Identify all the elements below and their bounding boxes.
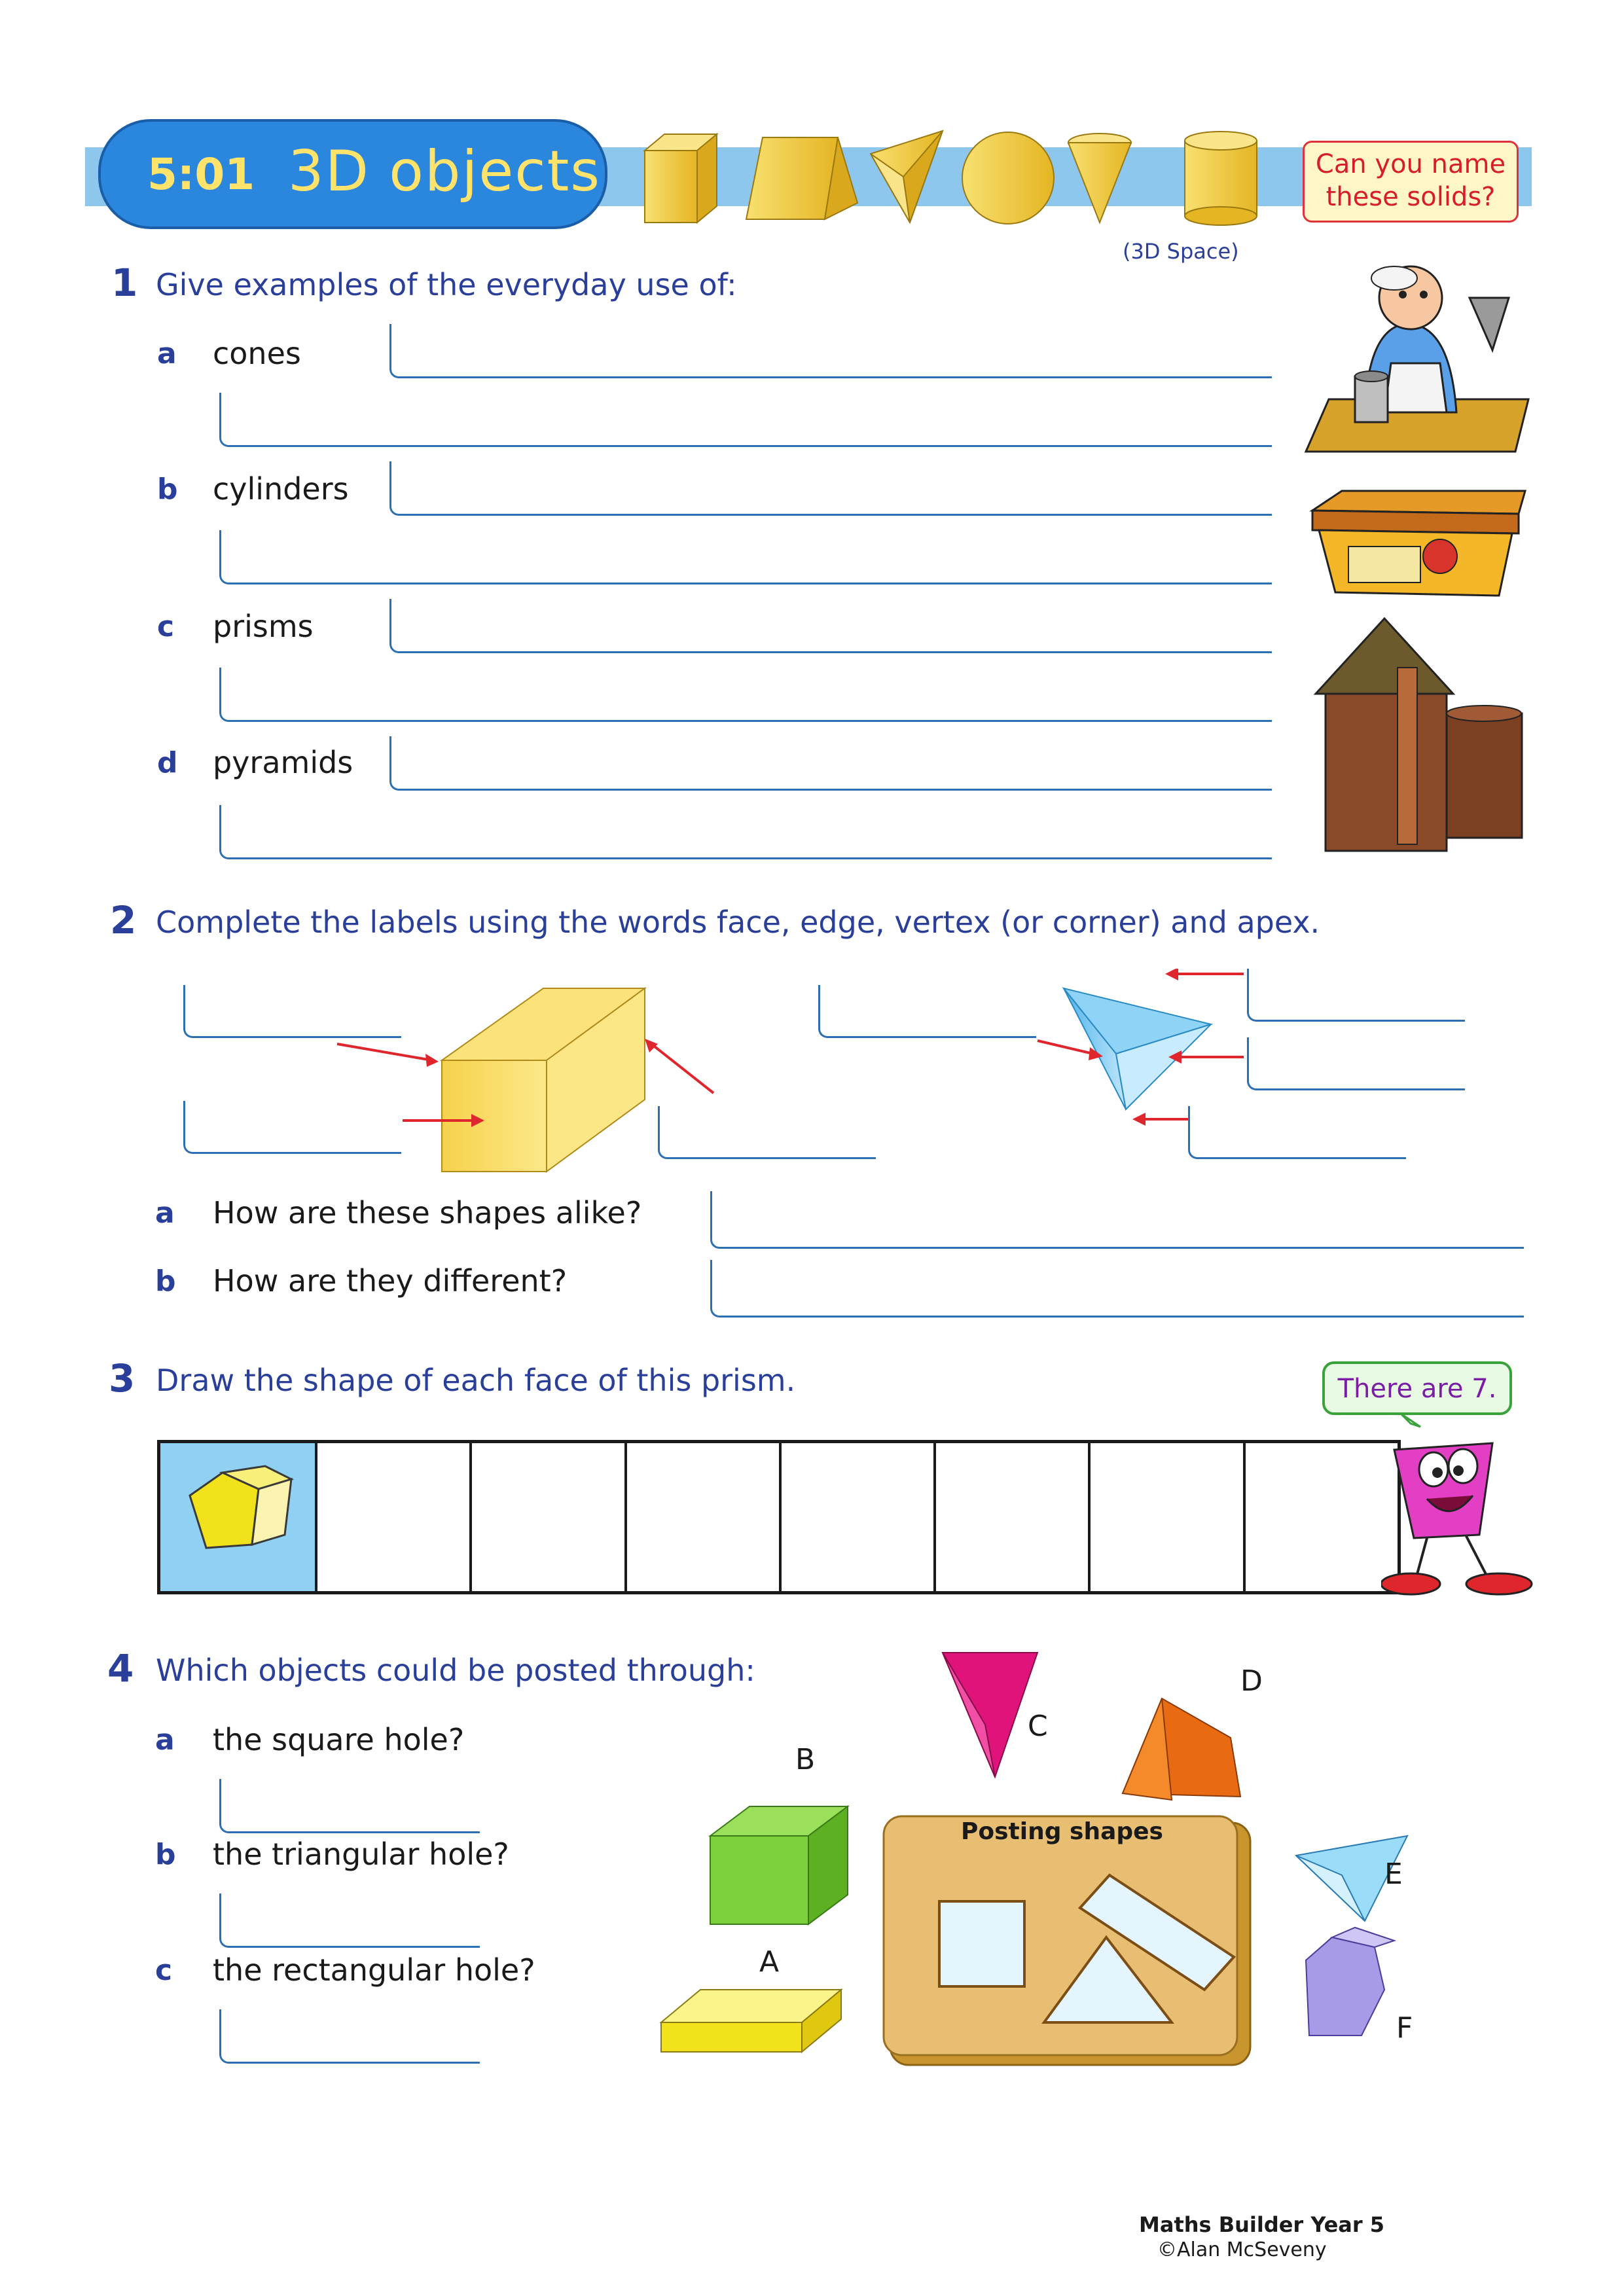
q1a-letter: a: [157, 337, 177, 370]
q1-number: 1: [111, 260, 138, 305]
q2-text: Complete the labels using the words face, edge, vertex (or corner) and apex.: [156, 905, 1320, 940]
q1d-text: pyramids: [213, 745, 353, 780]
q1c-answer-line-2[interactable]: [219, 668, 1272, 722]
q3-text: Draw the shape of each face of this prism.: [156, 1363, 796, 1398]
q1-text: Give examples of the everyday use of:: [156, 267, 737, 302]
q1d-answer-line-2[interactable]: [219, 805, 1272, 859]
q4-number: 4: [107, 1646, 134, 1691]
q2-label-box-6[interactable]: [1247, 1037, 1465, 1090]
q4b-letter: b: [155, 1838, 176, 1871]
q4-posting-shapes-illustration: [648, 1649, 1578, 2068]
q4c-answer-line[interactable]: [219, 2009, 480, 2064]
q1b-letter: b: [157, 473, 178, 506]
object-label-D: D: [1240, 1664, 1263, 1698]
q2b-answer-line[interactable]: [710, 1260, 1524, 1318]
q4a-letter: a: [155, 1723, 175, 1757]
q1c-text: prisms: [213, 609, 314, 644]
object-label-B: B: [795, 1743, 816, 1776]
q3-face-cell-5[interactable]: [936, 1443, 1091, 1591]
q4b-text: the triangular hole?: [213, 1837, 509, 1872]
solids-prompt-line1: Can you name: [1315, 149, 1506, 179]
solids-strip-illustration: [628, 124, 1283, 236]
q2a-text: How are these shapes alike?: [213, 1195, 642, 1230]
q4-text: Which objects could be posted through:: [156, 1653, 755, 1688]
q1b-answer-line-1[interactable]: [389, 461, 1272, 516]
object-label-C: C: [1028, 1710, 1048, 1743]
q1b-text: cylinders: [213, 471, 349, 507]
page-title: 3D objects: [288, 139, 602, 204]
pentagonal-prism-icon: [160, 1443, 315, 1591]
section-number: 5:01: [147, 149, 255, 200]
q4a-answer-line[interactable]: [219, 1779, 480, 1833]
square-hole: [939, 1901, 1024, 1986]
q2a-answer-line[interactable]: [710, 1191, 1524, 1249]
object-label-F: F: [1396, 2011, 1413, 2045]
q2b-text: How are they different?: [213, 1263, 568, 1299]
q4c-text: the rectangular hole?: [213, 1952, 535, 1988]
speech-bubble: There are 7.: [1322, 1361, 1512, 1415]
q1a-text: cones: [213, 336, 301, 371]
solids-prompt-line2: these solids?: [1326, 182, 1496, 212]
lunchbox-illustration: [1303, 484, 1532, 605]
solids-prompt-box: [1303, 141, 1519, 223]
q3-face-grid: [157, 1440, 1401, 1594]
q1a-answer-line-1[interactable]: [389, 324, 1272, 378]
prism-front-face: [442, 1060, 547, 1172]
q1b-answer-line-2[interactable]: [219, 530, 1272, 584]
footer-copyright: ©Alan McSeveny: [1157, 2238, 1327, 2261]
q2-solids-diagram: [327, 969, 1244, 1178]
silo-illustration: [1309, 615, 1528, 857]
footer-book-title: Maths Builder Year 5: [1139, 2212, 1385, 2237]
q1d-letter: d: [157, 746, 178, 780]
q3-example-cell: [160, 1443, 317, 1591]
q1c-letter: c: [157, 610, 175, 643]
q1c-answer-line-1[interactable]: [389, 599, 1272, 653]
q3-face-cell-4[interactable]: [782, 1443, 936, 1591]
q2-number: 2: [110, 898, 137, 942]
q4a-text: the square hole?: [213, 1722, 465, 1757]
q3-face-cell-2[interactable]: [472, 1443, 626, 1591]
q2a-letter: a: [155, 1196, 175, 1230]
q2-label-box-5[interactable]: [1247, 969, 1465, 1022]
q4b-answer-line[interactable]: [219, 1893, 480, 1948]
object-label-E: E: [1384, 1857, 1403, 1891]
strand-label: (3D Space): [1123, 239, 1239, 264]
q4c-letter: c: [155, 1954, 173, 1987]
q3-face-cell-7[interactable]: [1246, 1443, 1398, 1591]
q2b-letter: b: [155, 1265, 176, 1298]
q3-number: 3: [109, 1356, 135, 1401]
q3-face-cell-3[interactable]: [627, 1443, 782, 1591]
cartoon-character-illustration: [1381, 1410, 1564, 1607]
q3-face-cell-1[interactable]: [317, 1443, 472, 1591]
q1d-answer-line-1[interactable]: [389, 736, 1272, 791]
q1a-answer-line-2[interactable]: [219, 393, 1272, 447]
object-label-A: A: [759, 1945, 780, 1979]
man-with-funnel-illustration: [1293, 252, 1542, 458]
posting-box-title: Posting shapes: [961, 1818, 1163, 1845]
object-F-shape: [1306, 1937, 1384, 2036]
q3-face-cell-6[interactable]: [1091, 1443, 1245, 1591]
